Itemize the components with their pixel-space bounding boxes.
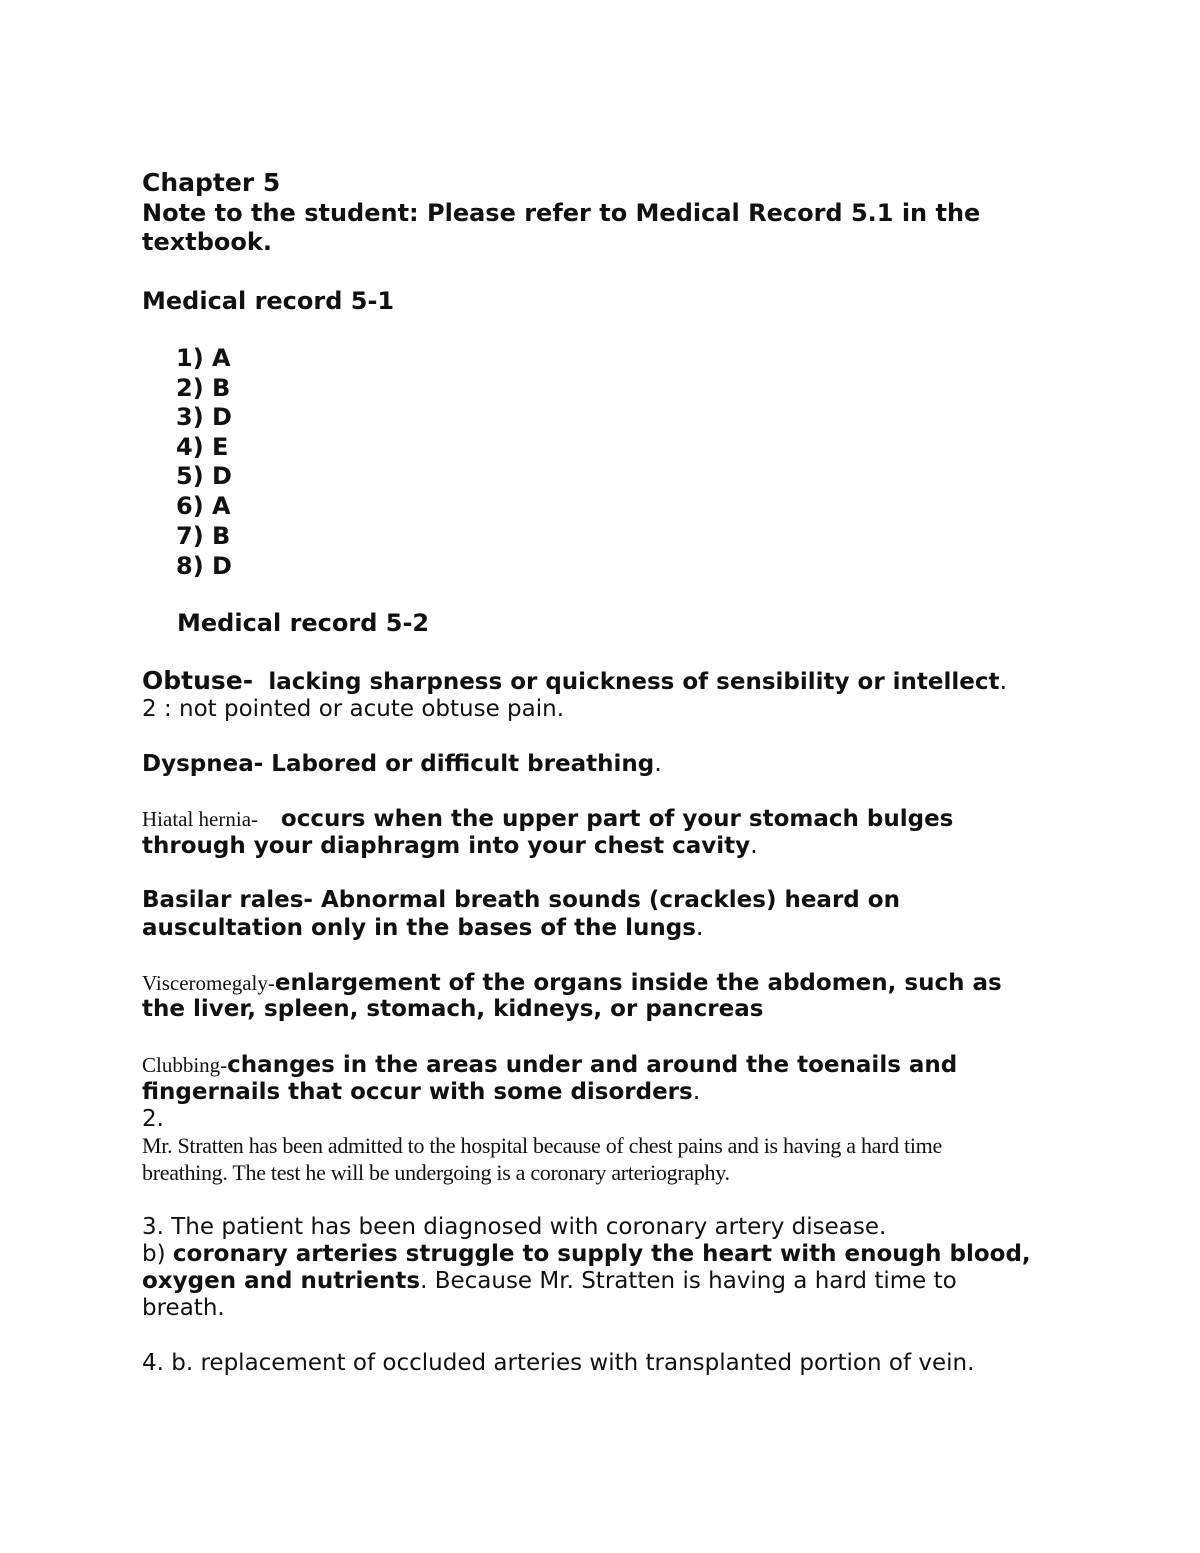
clubbing-period: . <box>692 1077 701 1105</box>
visceromegaly-line-2: the liver, spleen, stomach, kidneys, or pancreas <box>142 996 764 1022</box>
basilar-def-2: auscultation only in the bases of the lungs <box>142 915 696 941</box>
dyspnea-text: Dyspnea- Labored or difficult breathing <box>142 751 655 777</box>
record-5-1-heading: Medical record 5-1 <box>142 287 395 315</box>
basilar-line-2 <box>142 913 704 942</box>
hiatal-def-1: occurs when the upper part of your stomach bulges <box>280 806 954 832</box>
hiatal-term: Hiatal hernia- <box>142 807 259 831</box>
dyspnea-period: . <box>654 749 662 777</box>
list-item <box>176 403 232 431</box>
list-item <box>176 552 232 580</box>
hiatal-line-2 <box>142 831 758 860</box>
question-3b-prefix: b) <box>142 1241 173 1267</box>
clubbing-def-2: fingernails that occur with some disorders <box>142 1079 693 1105</box>
answer-number: 8) <box>176 552 204 580</box>
answer-number: 4) <box>176 433 204 461</box>
visceromegaly-definition <box>142 968 1002 997</box>
clubbing-term: Clubbing- <box>142 1053 228 1077</box>
question-3b-line-1 <box>142 1240 1031 1268</box>
obtuse-period: . <box>999 667 1008 695</box>
question-4-line: 4. b. replacement of occluded arteries with transplanted portion of vein. <box>142 1350 975 1376</box>
answer-number: 6) <box>176 492 204 520</box>
visceromegaly-term: Visceromegaly- <box>142 971 275 995</box>
hiatal-def-2: through your diaphragm into your chest cavity <box>142 833 751 859</box>
basilar-period: . <box>695 913 704 941</box>
question-2-line-2: breathing. The test he will be undergoing is a coronary arteriography. <box>142 1160 730 1185</box>
question-3b-line-3: breath. <box>142 1295 225 1321</box>
question-3b-rest: . Because Mr. Stratten is having a hard time to <box>420 1268 957 1294</box>
answer-value: D <box>212 462 232 490</box>
answer-number: 5) <box>176 462 204 490</box>
question-3b-bold-1: coronary arteries struggle to supply the heart with enough blood, <box>172 1241 1031 1267</box>
note-line-2: textbook. <box>142 228 272 256</box>
answer-number: 2) <box>176 374 204 402</box>
clubbing-def-1: changes in the areas under and around the toenails and <box>227 1052 958 1078</box>
answer-value: A <box>212 344 231 372</box>
answer-value: D <box>212 552 232 580</box>
obtuse-definition <box>142 667 1007 696</box>
record-5-2-heading: Medical record 5-2 <box>177 609 430 637</box>
list-item <box>176 522 230 550</box>
clubbing-line-2 <box>142 1077 700 1106</box>
list-item <box>176 492 231 520</box>
visceromegaly-def-1: enlargement of the organs inside the abdomen, such as <box>274 970 1002 996</box>
answer-value: D <box>212 403 232 431</box>
question-3b-line-2 <box>142 1267 957 1295</box>
list-item <box>176 433 228 461</box>
basilar-line-1: Basilar rales- Abnormal breath sounds (crackles) heard on <box>142 887 900 913</box>
question-2-line-1: Mr. Stratten has been admitted to the hospital because of chest pains and is having a hard time <box>142 1133 942 1158</box>
question-3-line-1: 3. The patient has been diagnosed with coronary artery disease. <box>142 1214 887 1240</box>
list-item <box>176 374 230 402</box>
answer-value: E <box>212 433 229 461</box>
list-item <box>176 462 232 490</box>
hiatal-hernia-definition <box>142 804 953 833</box>
obtuse-def: lacking sharpness or quickness of sensibility or intellect <box>268 669 1000 695</box>
hiatal-period: . <box>750 831 758 859</box>
obtuse-line-2: 2 : not pointed or acute obtuse pain. <box>142 696 565 722</box>
question-3b-bold-2: oxygen and nutrients <box>142 1268 421 1294</box>
list-item <box>176 344 231 372</box>
answer-number: 3) <box>176 403 204 431</box>
obtuse-term: Obtuse- <box>142 666 254 695</box>
answer-value: B <box>212 522 231 550</box>
question-2-label: 2. <box>142 1106 164 1132</box>
answer-number: 7) <box>176 522 204 550</box>
answer-number: 1) <box>176 344 204 372</box>
chapter-title: Chapter 5 <box>142 168 281 197</box>
clubbing-definition <box>142 1050 957 1079</box>
answer-value: A <box>212 492 231 520</box>
dyspnea-definition <box>142 749 662 778</box>
answer-value: B <box>212 374 231 402</box>
note-line-1: Note to the student: Please refer to Medical Record 5.1 in the <box>142 199 981 227</box>
